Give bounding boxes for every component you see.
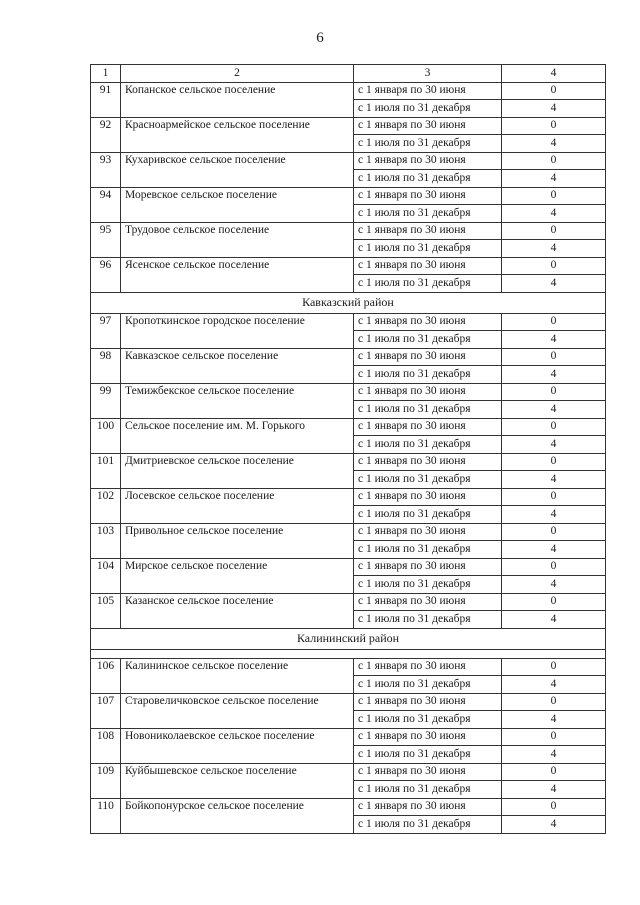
table-row	[91, 693, 606, 711]
value-second-half: 4	[502, 746, 606, 764]
value-first-half: 0	[502, 117, 606, 135]
settlement-name: Красноармейское сельское поселение	[121, 117, 354, 152]
value-second-half: 4	[502, 366, 606, 384]
row-number: 98	[91, 348, 121, 383]
value-second-half: 4	[502, 611, 606, 629]
row-number: 109	[91, 763, 121, 798]
period-first-half: с 1 января по 30 июня	[354, 488, 502, 506]
value-second-half: 4	[502, 240, 606, 258]
period-second-half: с 1 июля по 31 декабря	[354, 240, 502, 258]
value-first-half: 0	[502, 257, 606, 275]
period-first-half: с 1 января по 30 июня	[354, 453, 502, 471]
value-second-half: 4	[502, 676, 606, 694]
table-row	[91, 383, 606, 401]
period-second-half: с 1 июля по 31 декабря	[354, 436, 502, 454]
period-first-half: с 1 января по 30 июня	[354, 117, 502, 135]
period-second-half: с 1 июля по 31 декабря	[354, 135, 502, 153]
value-first-half: 0	[502, 693, 606, 711]
period-second-half: с 1 июля по 31 декабря	[354, 331, 502, 349]
row-number: 103	[91, 523, 121, 558]
settlement-name: Моревское сельское поселение	[121, 187, 354, 222]
value-first-half: 0	[502, 348, 606, 366]
period-first-half: с 1 января по 30 июня	[354, 418, 502, 436]
period-second-half: с 1 июля по 31 декабря	[354, 746, 502, 764]
value-second-half: 4	[502, 401, 606, 419]
settlement-name: Кавказское сельское поселение	[121, 348, 354, 383]
district-header-row	[91, 292, 606, 313]
period-second-half: с 1 июля по 31 декабря	[354, 676, 502, 694]
settlement-name: Новониколаевское сельское поселение	[121, 728, 354, 763]
row-number: 106	[91, 658, 121, 693]
settlement-name: Бойкопонурское сельское поселение	[121, 798, 354, 833]
header-col-1: 1	[91, 65, 121, 83]
settlement-name: Кропоткинское городское поселение	[121, 313, 354, 348]
settlement-name: Лосевское сельское поселение	[121, 488, 354, 523]
table-row	[91, 348, 606, 366]
table-header-row	[91, 65, 606, 83]
period-second-half: с 1 июля по 31 декабря	[354, 471, 502, 489]
value-first-half: 0	[502, 82, 606, 100]
value-first-half: 0	[502, 523, 606, 541]
period-first-half: с 1 января по 30 июня	[354, 187, 502, 205]
period-second-half: с 1 июля по 31 декабря	[354, 611, 502, 629]
table-row	[91, 798, 606, 816]
header-col-4: 4	[502, 65, 606, 83]
settlement-name: Старовеличковское сельское поселение	[121, 693, 354, 728]
spacer-row	[91, 649, 606, 658]
table-row	[91, 728, 606, 746]
period-second-half: с 1 июля по 31 декабря	[354, 781, 502, 799]
table-row	[91, 152, 606, 170]
value-second-half: 4	[502, 100, 606, 118]
table-row	[91, 763, 606, 781]
value-second-half: 4	[502, 170, 606, 188]
period-second-half: с 1 июля по 31 декабря	[354, 275, 502, 293]
value-first-half: 0	[502, 658, 606, 676]
value-second-half: 4	[502, 471, 606, 489]
row-number: 105	[91, 593, 121, 628]
value-first-half: 0	[502, 453, 606, 471]
value-second-half: 4	[502, 436, 606, 454]
table-row	[91, 82, 606, 100]
value-first-half: 0	[502, 313, 606, 331]
settlement-name: Кухаривское сельское поселение	[121, 152, 354, 187]
settlement-name: Мирское сельское поселение	[121, 558, 354, 593]
period-second-half: с 1 июля по 31 декабря	[354, 100, 502, 118]
period-second-half: с 1 июля по 31 декабря	[354, 205, 502, 223]
district-name: Калининский район	[91, 628, 606, 649]
row-number: 94	[91, 187, 121, 222]
value-first-half: 0	[502, 488, 606, 506]
value-second-half: 4	[502, 711, 606, 729]
period-first-half: с 1 января по 30 июня	[354, 658, 502, 676]
value-second-half: 4	[502, 506, 606, 524]
row-number: 95	[91, 222, 121, 257]
settlement-name: Копанское сельское поселение	[121, 82, 354, 117]
table-row	[91, 593, 606, 611]
period-first-half: с 1 января по 30 июня	[354, 593, 502, 611]
value-second-half: 4	[502, 781, 606, 799]
period-first-half: с 1 января по 30 июня	[354, 523, 502, 541]
value-first-half: 0	[502, 593, 606, 611]
settlement-name: Калининское сельское поселение	[121, 658, 354, 693]
row-number: 110	[91, 798, 121, 833]
row-number: 93	[91, 152, 121, 187]
period-first-half: с 1 января по 30 июня	[354, 222, 502, 240]
row-number: 104	[91, 558, 121, 593]
period-second-half: с 1 июля по 31 декабря	[354, 541, 502, 559]
schedule-table	[90, 64, 606, 834]
header-col-3: 3	[354, 65, 502, 83]
table-row	[91, 222, 606, 240]
period-first-half: с 1 января по 30 июня	[354, 82, 502, 100]
period-second-half: с 1 июля по 31 декабря	[354, 506, 502, 524]
row-number: 92	[91, 117, 121, 152]
row-number: 102	[91, 488, 121, 523]
settlement-name: Привольное сельское поселение	[121, 523, 354, 558]
table-row	[91, 488, 606, 506]
value-second-half: 4	[502, 541, 606, 559]
row-number: 97	[91, 313, 121, 348]
settlement-name: Дмитриевское сельское поселение	[121, 453, 354, 488]
period-first-half: с 1 января по 30 июня	[354, 558, 502, 576]
settlement-name: Казанское сельское поселение	[121, 593, 354, 628]
period-first-half: с 1 января по 30 июня	[354, 383, 502, 401]
period-second-half: с 1 июля по 31 декабря	[354, 170, 502, 188]
value-first-half: 0	[502, 383, 606, 401]
settlement-name: Сельское поселение им. М. Горького	[121, 418, 354, 453]
settlement-name: Темижбекское сельское поселение	[121, 383, 354, 418]
row-number: 91	[91, 82, 121, 117]
value-first-half: 0	[502, 222, 606, 240]
period-first-half: с 1 января по 30 июня	[354, 763, 502, 781]
value-first-half: 0	[502, 763, 606, 781]
period-first-half: с 1 января по 30 июня	[354, 798, 502, 816]
period-first-half: с 1 января по 30 июня	[354, 728, 502, 746]
value-second-half: 4	[502, 816, 606, 834]
table-row	[91, 523, 606, 541]
table-row	[91, 453, 606, 471]
value-first-half: 0	[502, 798, 606, 816]
table-row	[91, 187, 606, 205]
period-second-half: с 1 июля по 31 декабря	[354, 401, 502, 419]
value-first-half: 0	[502, 728, 606, 746]
row-number: 101	[91, 453, 121, 488]
period-first-half: с 1 января по 30 июня	[354, 348, 502, 366]
period-second-half: с 1 июля по 31 декабря	[354, 576, 502, 594]
period-first-half: с 1 января по 30 июня	[354, 257, 502, 275]
table-row	[91, 117, 606, 135]
row-number: 99	[91, 383, 121, 418]
period-second-half: с 1 июля по 31 декабря	[354, 366, 502, 384]
period-first-half: с 1 января по 30 июня	[354, 313, 502, 331]
value-first-half: 0	[502, 418, 606, 436]
period-first-half: с 1 января по 30 июня	[354, 152, 502, 170]
period-second-half: с 1 июля по 31 декабря	[354, 816, 502, 834]
value-second-half: 4	[502, 576, 606, 594]
period-second-half: с 1 июля по 31 декабря	[354, 711, 502, 729]
value-second-half: 4	[502, 135, 606, 153]
row-number: 100	[91, 418, 121, 453]
table-row	[91, 313, 606, 331]
settlement-name: Куйбышевское сельское поселение	[121, 763, 354, 798]
settlement-name: Ясенское сельское поселение	[121, 257, 354, 292]
header-col-2: 2	[121, 65, 354, 83]
row-number: 96	[91, 257, 121, 292]
table-row	[91, 558, 606, 576]
district-name: Кавказский район	[91, 292, 606, 313]
value-first-half: 0	[502, 187, 606, 205]
row-number: 108	[91, 728, 121, 763]
value-second-half: 4	[502, 275, 606, 293]
spacer-cell	[91, 649, 606, 658]
table-row	[91, 418, 606, 436]
period-first-half: с 1 января по 30 июня	[354, 693, 502, 711]
table-row	[91, 658, 606, 676]
value-first-half: 0	[502, 152, 606, 170]
settlement-name: Трудовое сельское поселение	[121, 222, 354, 257]
row-number: 107	[91, 693, 121, 728]
value-second-half: 4	[502, 205, 606, 223]
value-second-half: 4	[502, 331, 606, 349]
district-header-row	[91, 628, 606, 649]
page-number: 6	[316, 30, 324, 46]
value-first-half: 0	[502, 558, 606, 576]
table-body	[91, 65, 606, 834]
table-row	[91, 257, 606, 275]
